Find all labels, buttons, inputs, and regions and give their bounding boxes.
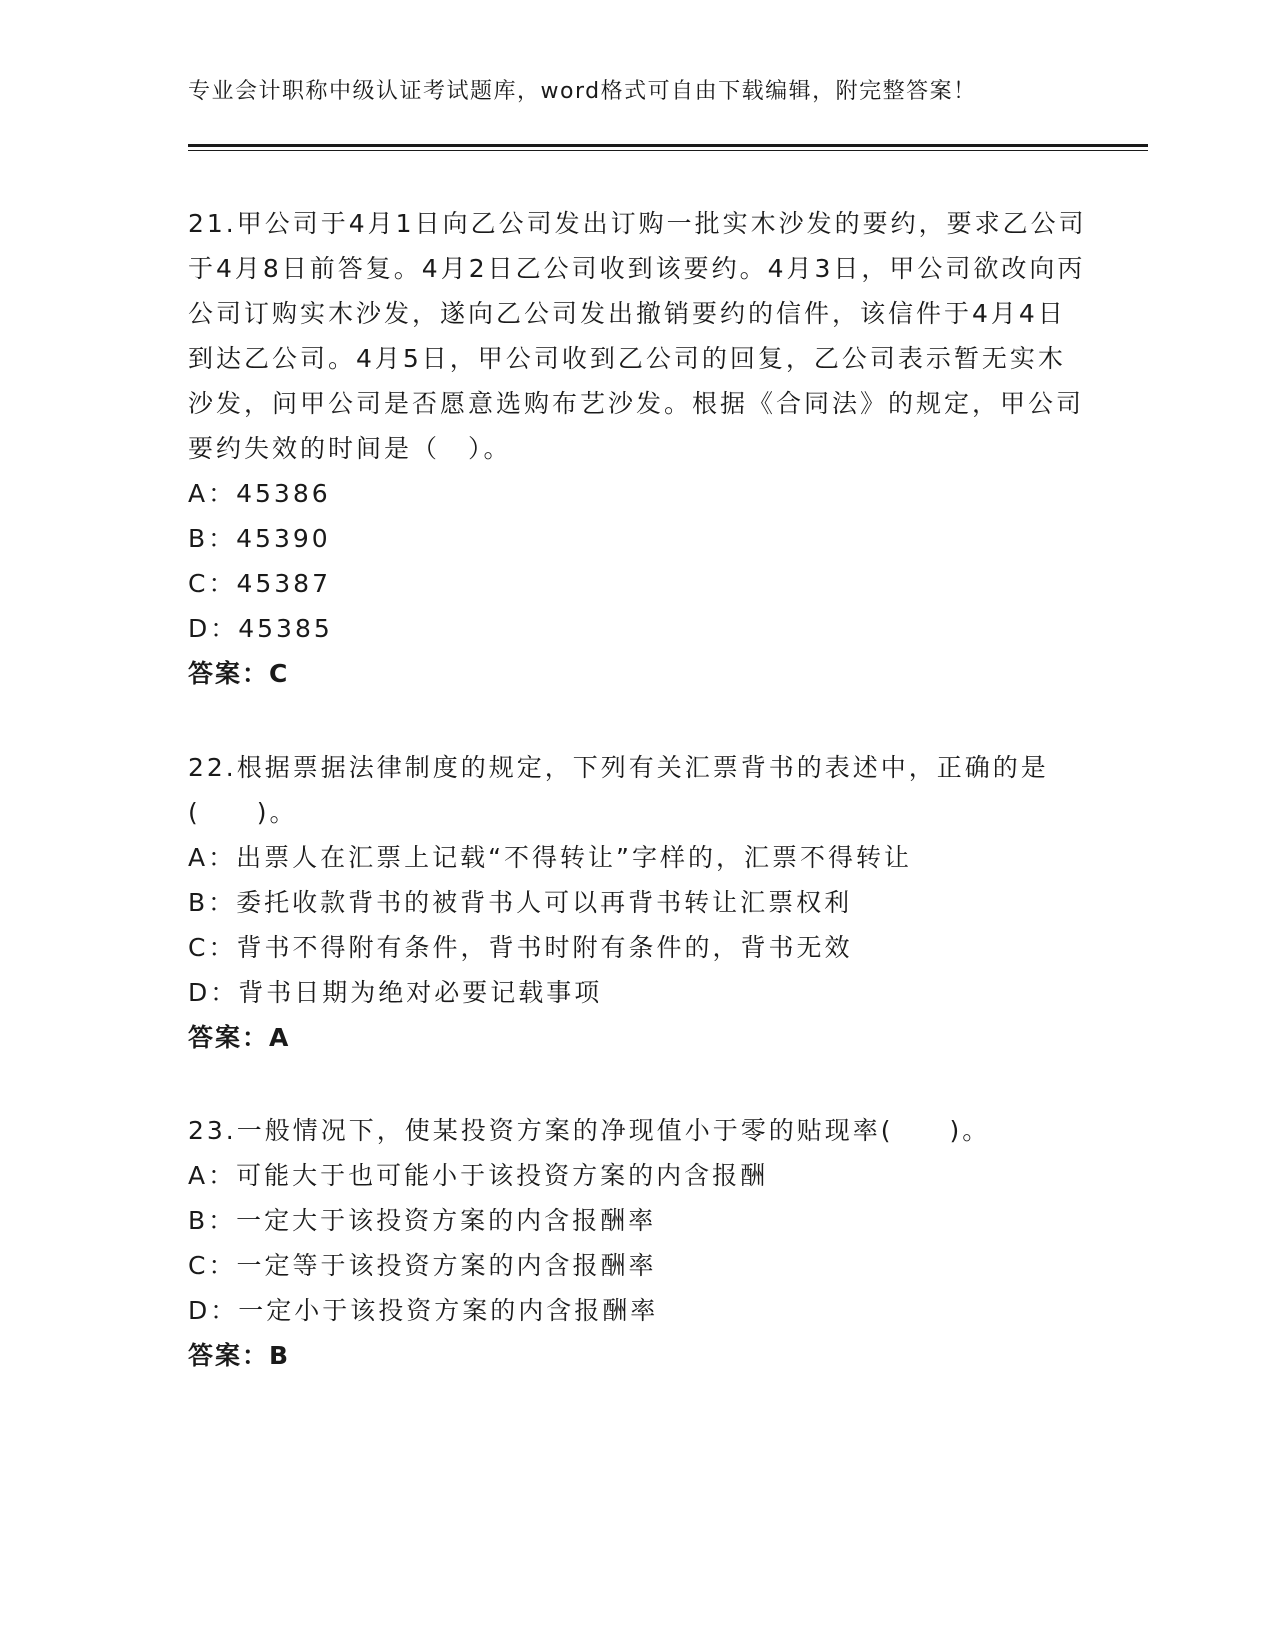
option-d: D：背书日期为绝对必要记载事项 [188,978,603,1007]
option-d: D：45385 [188,614,333,643]
header-divider-thin [188,150,1148,151]
answer: 答案：B [188,1341,291,1370]
option-a: A：可能大于也可能小于该投资方案的内含报酬 [188,1161,769,1190]
option-c: C：45387 [188,569,331,598]
option-b: B：委托收款背书的被背书人可以再背书转让汇票权利 [188,888,853,917]
option-a: A：45386 [188,479,331,508]
option-c: C：背书不得附有条件，背书时附有条件的，背书无效 [188,933,853,962]
answer: 答案：C [188,659,290,688]
option-c: C：一定等于该投资方案的内含报酬率 [188,1251,657,1280]
question-stem: 21.甲公司于4月1日向乙公司发出订购一批实木沙发的要约，要求乙公司于4月8日前答复。4月2日乙公司收到该要约。4月3日，甲公司欲改向丙公司订购实木沙发，遂向乙公司发出撤销要约的信件，该信件于4月4日到达乙公司。4月5日，甲公司收到乙公司的回复，乙公司表示暂无实木沙发，问甲公司是否愿意选购布艺沙发。根据《合同法》的规定，甲公司要约失效的时间是（ ）。 [188,209,1087,463]
page-header: 专业会计职称中级认证考试题库，word格式可自由下载编辑，附完整答案！ [188,79,977,104]
answer: 答案：A [188,1023,291,1052]
option-d: D：一定小于该投资方案的内含报酬率 [188,1296,659,1325]
option-a: A：出票人在汇票上记载“不得转让”字样的，汇票不得转让 [188,843,913,872]
question-stem: 23.一般情况下，使某投资方案的净现值小于零的贴现率( )。 [188,1116,991,1145]
header-divider-thick [188,144,1148,147]
question-23 [188,1108,1088,1378]
question-stem: 22.根据票据法律制度的规定，下列有关汇票背书的表述中，正确的是( )。 [188,753,1049,827]
option-b: B：45390 [188,524,331,553]
question-22 [188,745,1088,1060]
option-b: B：一定大于该投资方案的内含报酬率 [188,1206,657,1235]
question-21 [188,201,1088,696]
